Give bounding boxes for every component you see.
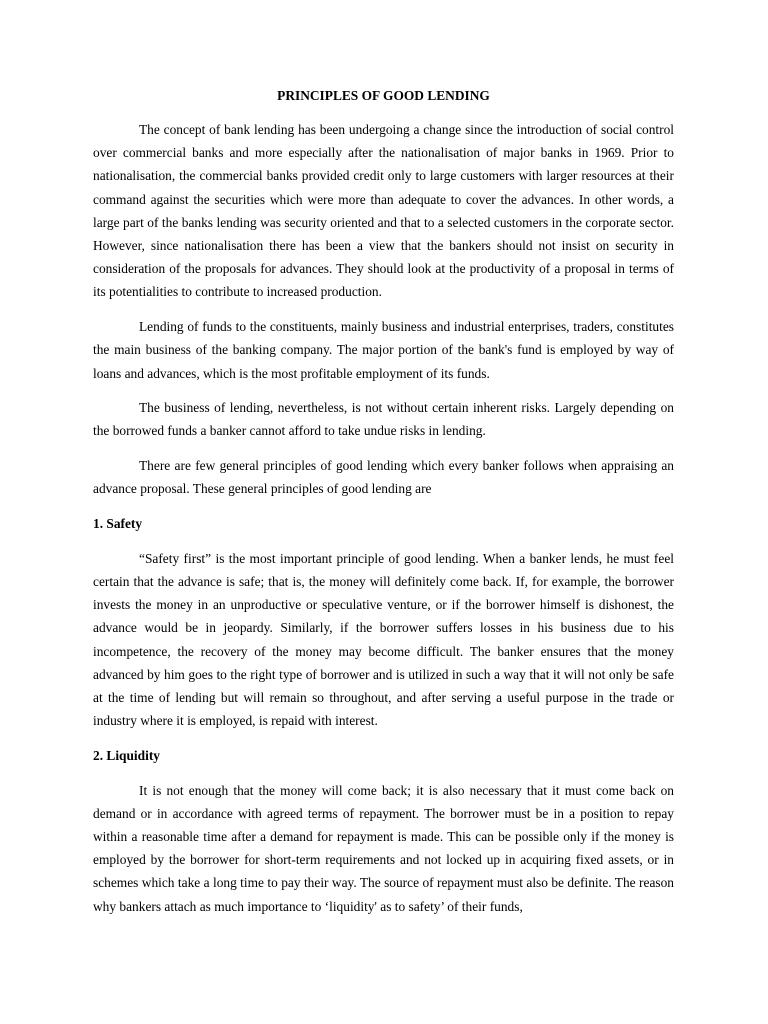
intro-paragraph: There are few general principles of good lending which every banker follows when appraising an advance proposal. These general principles of good lending are (93, 458, 674, 497)
intro-paragraph: The concept of bank lending has been undergoing a change since the introduction of social control over commercial banks and more especially after the nationalisation of major banks in 1969. Prior to nationalisation, the commercial banks provided credit only to large customers with larger resources at their command against the securities which were more than adequate to cover the advances. In other words, a large part of the banks lending was security oriented and that to a selected customers in the corporate sector. However, since nationalisation there has been a view that the bankers should not insist on security in consideration of the proposals for advances. They should look at the productivity of a proposal in terms of its potentialities to contribute to increased production. (93, 122, 674, 300)
section-heading-safety: 1. Safety (93, 516, 143, 532)
section-paragraph-liquidity: It is not enough that the money will come back; it is also necessary that it must come back on demand or in accordance with agreed terms of repayment. The borrower must be in a position to repay within a reasonable time after a demand for repayment is made. This can be possible only if the money is employed by the borrower for short-term requirements and not locked up in acquiring fixed assets, or in schemes which take a long time to pay their way. The source of repayment must also be definite. The reason why bankers attach as much importance to ‘liquidity' as to safety’ of their funds, (93, 782, 674, 914)
section-paragraph-safety: “Safety first” is the most important principle of good lending. When a banker lends, he must feel certain that the advance is safe; that is, the money will definitely come back. If, for example, the borrower invests the money in an unproductive or speculative venture, or if the borrower himself is dishonest, the advance would be in jeopardy. Similarly, if the borrower suffers losses in his business due to his incompetence, the recovery of the money may become difficult. The banker ensures that the money advanced by him goes to the right type of borrower and is utilized in such a way that it will not only be safe at the time of lending but will remain so throughout, and after serving a useful purpose in the trade or industry where it is employed, is repaid with interest. (93, 550, 674, 729)
intro-paragraph: The business of lending, nevertheless, is not without certain inherent risks. Largely depending on the borrowed funds a banker cannot afford to take undue risks in lending. (93, 400, 674, 439)
document-page (93, 84, 674, 929)
section-heading-liquidity: 2. Liquidity (93, 747, 160, 763)
intro-paragraph: Lending of funds to the constituents, mainly business and industrial enterprises, traders, constitutes the main business of the banking company. The major portion of the bank's fund is employed by way of loans and advances, which is the most profitable employment of its funds. (93, 319, 674, 381)
page-title: PRINCIPLES OF GOOD LENDING (277, 88, 490, 103)
